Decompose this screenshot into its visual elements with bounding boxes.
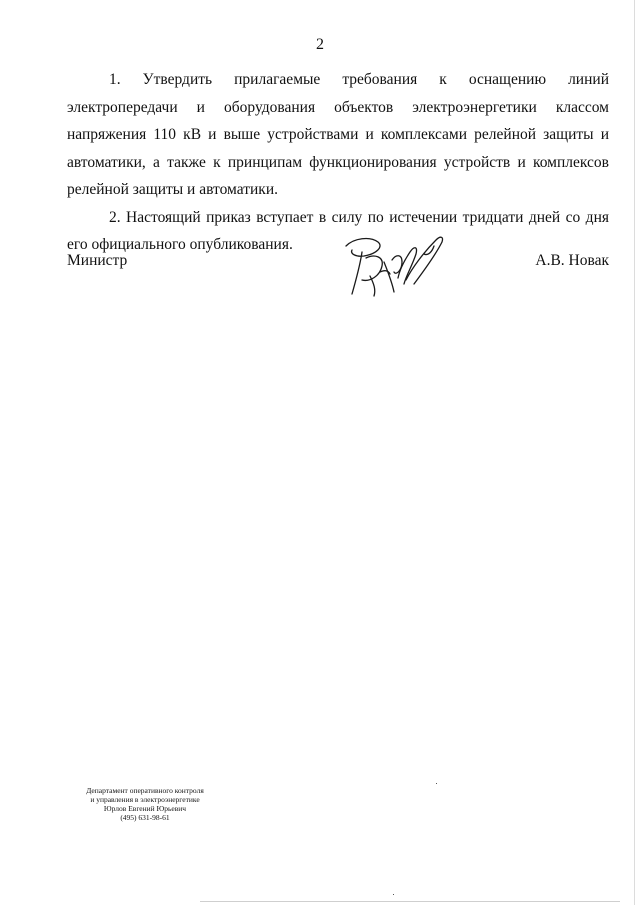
scan-edge-right bbox=[634, 0, 635, 905]
paragraph-2: 2. Настоящий приказ вступает в силу по истечении тридцати дней со дня его официального опубликования. bbox=[67, 208, 609, 253]
contact-block bbox=[56, 786, 234, 822]
contact-phone: (495) 631-98-61 bbox=[120, 813, 170, 822]
page-number: 2 bbox=[316, 36, 324, 53]
order-body bbox=[67, 66, 609, 259]
contact-person: Юрлов Евгений Юрьевич bbox=[103, 804, 187, 813]
signature-row bbox=[67, 252, 609, 282]
paragraph-1: 1. Утвердить прилагаемые требования к оснащению линий электропередачи и оборудования объектов электроэнергетики классом напряжения 110 кВ и выше устройствами и комплексами релейной защиты и автоматики, а также к принципам функционирования устройств и комплексов релейной защиты и автоматики. bbox=[67, 71, 609, 198]
signatory-name: А.В. Новак bbox=[535, 252, 609, 269]
handwritten-signature bbox=[340, 232, 460, 302]
signatory-title: Министр bbox=[67, 252, 128, 269]
scan-speck bbox=[393, 894, 394, 895]
contact-department-cont: и управления в электроэнергетике bbox=[90, 795, 200, 804]
scan-speck bbox=[436, 783, 437, 784]
contact-department: Департамент оперативного контроля bbox=[86, 786, 204, 795]
scan-edge-bottom bbox=[200, 901, 620, 902]
